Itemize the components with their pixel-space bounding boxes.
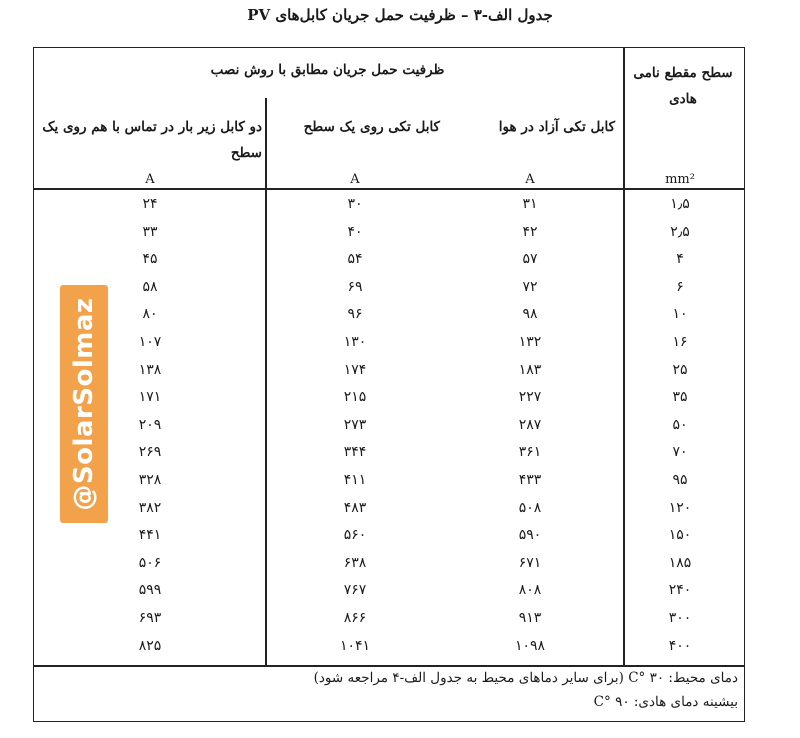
watermark-badge (60, 285, 108, 523)
table-cell-free-air: ۵۰۸ (518, 499, 542, 516)
table-cell-two-touching: ۴۴۱ (138, 527, 162, 544)
table-cell-section: ۵۰ (672, 416, 688, 433)
table-cell-on-surface: ۵۴ (347, 251, 363, 268)
footnote-divider (33, 665, 745, 667)
table-cell-on-surface: ۱۳۰ (343, 334, 367, 350)
table-cell-two-touching: ۸۰ (142, 306, 158, 323)
table-cell-two-touching: ۲۴ (142, 196, 158, 212)
table-cell-on-surface: ۲۷۳ (343, 416, 367, 433)
table-cell-on-surface: ۷۶۷ (343, 582, 367, 599)
table-cell-section: ۱۸۵ (668, 554, 692, 571)
table-cell-on-surface: ۶۳۸ (343, 554, 367, 571)
table-cell-two-touching: ۵۹۹ (138, 582, 162, 599)
table-cell-two-touching: ۱۰۷ (138, 334, 162, 350)
table-cell-section: ۷۰ (672, 444, 688, 461)
table-cell-on-surface: ۶۹ (347, 278, 363, 295)
table-cell-two-touching: ۸۲۵ (138, 637, 162, 654)
table-title: جدول الف-۳ – ظرفیت حمل جریان کابل‌های PV (247, 6, 553, 24)
table-cell-free-air: ۴۳۳ (518, 472, 542, 488)
table-cell-on-surface: ۴۱۱ (343, 472, 367, 488)
unit-section: mm² (665, 172, 695, 187)
table-cell-on-surface: ۸۶۶ (343, 610, 367, 626)
table-cell-section: ۴ (676, 251, 684, 268)
table-cell-section: ۲۵ (672, 361, 688, 378)
surface-column-divider (265, 98, 267, 666)
table-cell-section: ۱۵۰ (668, 527, 692, 544)
table-cell-two-touching: ۱۷۱ (138, 389, 162, 406)
table-cell-two-touching: ۶۹۳ (138, 610, 162, 626)
section-column-divider (623, 47, 625, 666)
table-cell-free-air: ۹۸ (522, 306, 538, 323)
unit-free-air: A (525, 172, 535, 187)
table-cell-free-air: ۳۱ (522, 196, 538, 212)
table-cell-two-touching: ۲۶۹ (138, 444, 162, 461)
table-cell-two-touching: ۵۰۶ (138, 554, 162, 571)
table-cell-free-air: ۱۳۲ (518, 334, 542, 350)
footnote-max-conductor: بیشینه دمای هادی: ۹۰ °C (593, 694, 738, 710)
table-cell-section: ۳۵ (672, 389, 688, 406)
table-cell-two-touching: ۳۲۸ (138, 472, 162, 488)
header-section: سطح مقطع نامی هادی (633, 65, 733, 107)
table-cell-free-air: ۲۸۷ (518, 416, 542, 433)
table-cell-section: ۲٫۵ (670, 223, 690, 240)
table-cell-section: ۱٫۵ (670, 196, 690, 212)
table-cell-on-surface: ۴۰ (347, 223, 363, 240)
table-cell-section: ۳۰۰ (668, 610, 692, 626)
table-cell-section: ۹۵ (672, 472, 688, 488)
table-cell-two-touching: ۳۸۲ (138, 499, 162, 516)
table-cell-free-air: ۲۲۷ (518, 389, 542, 406)
table-cell-free-air: ۳۶۱ (518, 444, 542, 461)
unit-two-touching: A (145, 172, 155, 187)
table-cell-free-air: ۵۹۰ (518, 527, 542, 544)
table-cell-free-air: ۸۰۸ (518, 582, 542, 599)
table-cell-free-air: ۶۷۱ (518, 554, 542, 571)
table-cell-section: ۶ (676, 278, 684, 295)
table-cell-free-air: ۴۲ (522, 223, 538, 240)
table-cell-two-touching: ۴۵ (142, 251, 158, 268)
table-cell-on-surface: ۳۴۴ (343, 444, 367, 461)
table-cell-two-touching: ۲۰۹ (138, 416, 162, 433)
table-cell-on-surface: ۱۷۴ (343, 361, 367, 378)
table-cell-section: ۲۴۰ (668, 582, 692, 599)
table-cell-two-touching: ۱۳۸ (138, 361, 162, 378)
table-cell-free-air: ۱۸۳ (518, 361, 542, 378)
table-cell-section: ۴۰۰ (668, 637, 692, 654)
table-cell-on-surface: ۲۱۵ (343, 389, 367, 406)
footnote-ambient: دمای محیط: ۳۰ °C (برای سایر دماهای محیط به جدول الف-۴ مراجعه شود) (313, 670, 738, 686)
table-cell-free-air: ۵۷ (522, 251, 538, 268)
header-on-surface: کابل تکی روی یک سطح (303, 119, 440, 135)
table-cell-on-surface: ۱۰۴۱ (339, 637, 371, 654)
table-cell-two-touching: ۵۸ (142, 278, 158, 295)
table-cell-on-surface: ۵۶۰ (343, 527, 367, 544)
header-divider (33, 188, 745, 190)
table-cell-on-surface: ۹۶ (347, 306, 363, 323)
table-cell-section: ۱۰ (672, 306, 688, 323)
unit-on-surface: A (350, 172, 360, 187)
table-cell-section: ۱۲۰ (668, 499, 692, 516)
table-cell-on-surface: ۴۸۳ (343, 499, 367, 516)
header-capacity-group: ظرفیت حمل جریان مطابق با روش نصب (210, 62, 445, 78)
table-cell-section: ۱۶ (672, 334, 688, 350)
table-cell-two-touching: ۳۳ (142, 223, 158, 240)
table-cell-free-air: ۷۲ (522, 278, 538, 295)
header-two-touching: دو کابل زیر بار در تماس با هم روی یک سطح (42, 119, 262, 161)
watermark-text: @SolarSolmaz (69, 297, 99, 511)
header-free-air: کابل تکی آزاد در هوا (498, 119, 615, 135)
table-cell-on-surface: ۳۰ (347, 196, 363, 212)
table-cell-free-air: ۹۱۳ (518, 610, 542, 626)
table-cell-free-air: ۱۰۹۸ (514, 637, 546, 654)
